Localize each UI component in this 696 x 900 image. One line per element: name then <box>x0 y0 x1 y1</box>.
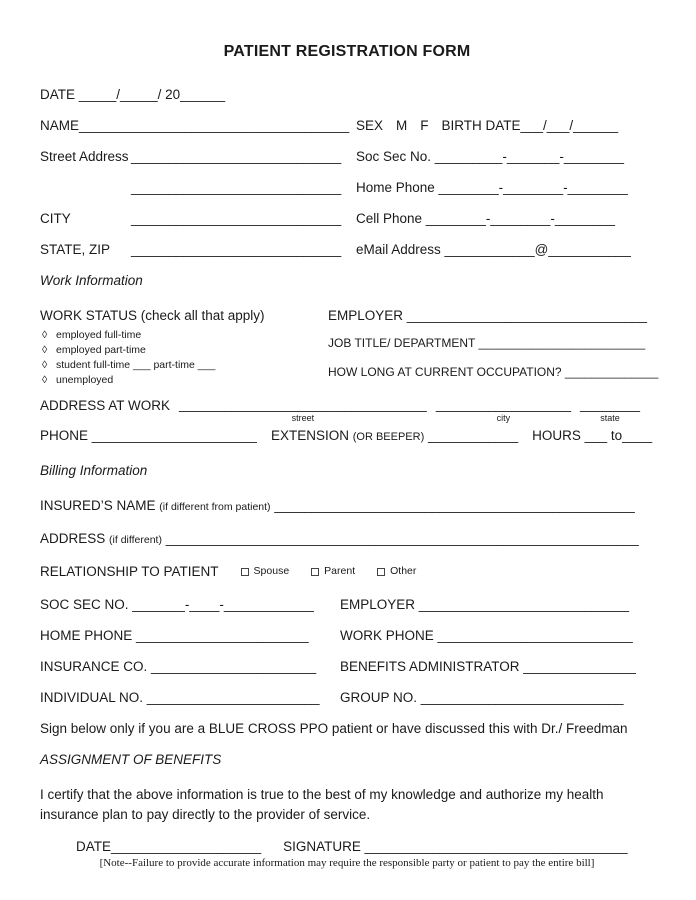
relationship-option-other <box>377 562 416 581</box>
address-at-work-row <box>40 396 654 423</box>
billing-address-blank: _______________________________________________________________ <box>165 531 639 546</box>
state-zip-label: STATE, ZIP <box>40 242 111 257</box>
parent-checkbox[interactable] <box>311 568 319 576</box>
date-signature-row <box>76 837 654 856</box>
sex-birthdate-group <box>356 116 654 135</box>
home-phone-field: Home Phone ________-________-________ <box>356 180 628 195</box>
signature-date-field: DATE____________________ <box>76 839 262 854</box>
individual-no-text: INDIVIDUAL NO. _______________________ <box>40 690 320 705</box>
name-field <box>40 116 356 135</box>
job-title-field: JOB TITLE/ DEPARTMENT _________________________ <box>328 336 646 350</box>
work-street-blank: _________________________________ <box>179 397 427 412</box>
spouse-checkbox[interactable] <box>241 568 249 576</box>
insured-name-label: INSURED’S NAME <box>40 498 156 513</box>
insured-name-row <box>40 496 654 517</box>
cell-phone-field: Cell Phone ________-________-________ <box>356 211 615 226</box>
billing-individual-row <box>40 688 654 707</box>
street-address-blank: ____________________________ <box>131 149 342 164</box>
address-at-work-label: ADDRESS AT WORK <box>40 398 171 413</box>
name-field-blank: NAME____________________________________ <box>40 118 350 133</box>
relationship-option-parent <box>311 562 355 581</box>
group-no-field: GROUP NO. ___________________________ <box>340 690 624 705</box>
other-checkbox[interactable] <box>377 568 385 576</box>
individual-no-field <box>40 688 340 707</box>
billing-insurance-field <box>40 657 340 676</box>
city-field <box>40 209 356 228</box>
street-address2-label <box>40 178 131 197</box>
work-state-field <box>580 396 640 423</box>
sex-option-m: M <box>396 118 408 133</box>
extension-label: EXTENSION <box>270 428 349 443</box>
work-status-option-unemployed <box>40 373 328 388</box>
billing-socsec-text: SOC SEC NO. _______-____-____________ <box>40 597 314 612</box>
work-status-option-student <box>40 358 328 373</box>
diamond-bullet-icon: ◊ <box>42 344 48 356</box>
billing-homephone-field <box>40 626 340 645</box>
other-label: Other <box>390 565 417 577</box>
assignment-of-benefits-heading: ASSIGNMENT OF BENEFITS <box>40 752 222 767</box>
spouse-label: Spouse <box>253 565 290 577</box>
extension-blank: ____________ <box>428 428 519 443</box>
street-address2-row <box>40 178 654 197</box>
billing-address-row <box>40 529 654 550</box>
extension-field <box>271 426 518 447</box>
sign-below-note: Sign below only if you are a BLUE CROSS PPO patient or have discussed this with Dr./ Freedman <box>40 721 628 736</box>
employer-column <box>328 306 658 388</box>
parent-label: Parent <box>324 565 356 577</box>
work-status-block <box>40 306 659 388</box>
billing-insurance-text: INSURANCE CO. ______________________ <box>40 659 317 674</box>
city-label: CITY <box>40 211 71 226</box>
street-address-field <box>40 147 356 166</box>
accuracy-note: [Note--Failure to provide accurate information may require the responsible party or patient to pay the entire bill] <box>99 857 595 869</box>
street-sublabel: street <box>291 413 315 423</box>
beeper-note: (OR BEEPER) <box>352 431 425 443</box>
state-sublabel: state <box>600 413 620 423</box>
insured-name-note: (if different from patient) <box>159 501 271 513</box>
option-label: student full-time ___ part-time ___ <box>56 359 216 371</box>
employer-field: EMPLOYER ________________________________ <box>328 308 648 323</box>
state-zip-row <box>40 240 654 259</box>
billing-information-heading: Billing Information <box>40 463 148 478</box>
billing-socsec-field <box>40 595 340 614</box>
signature-field: SIGNATURE ___________________________________ <box>283 839 628 854</box>
billing-socsec-row <box>40 595 654 614</box>
work-phone-field: PHONE ______________________ <box>40 428 257 443</box>
billing-address-note: (if different) <box>109 534 162 546</box>
option-label: employed part-time <box>56 344 146 356</box>
insured-name-blank: ________________________________________________ <box>274 498 635 513</box>
option-label: employed full-time <box>56 329 142 341</box>
date-field-row: DATE _____/_____/ 20______ <box>40 87 226 102</box>
diamond-bullet-icon: ◊ <box>42 359 48 371</box>
sex-label: SEX <box>356 118 384 133</box>
work-city-field <box>436 396 571 423</box>
city-blank: ____________________________ <box>131 211 342 226</box>
billing-employer-field: EMPLOYER ____________________________ <box>340 597 629 612</box>
occupation-length-field: HOW LONG AT CURRENT OCCUPATION? ______________ <box>328 365 659 379</box>
city-row <box>40 209 654 228</box>
email-field: eMail Address ____________@___________ <box>356 242 631 257</box>
work-status-label: WORK STATUS (check all that apply) <box>40 308 265 323</box>
form-title: PATIENT REGISTRATION FORM <box>223 43 471 60</box>
name-row <box>40 116 654 135</box>
state-zip-field <box>40 240 356 259</box>
billing-homephone-text: HOME PHONE _______________________ <box>40 628 309 643</box>
relationship-label: RELATIONSHIP TO PATIENT <box>40 564 219 579</box>
work-phone-row <box>40 426 654 447</box>
option-label: unemployed <box>56 374 114 386</box>
work-state-blank: ________ <box>579 397 641 412</box>
benefits-administrator-field: BENEFITS ADMINISTRATOR _______________ <box>340 659 636 674</box>
relationship-option-spouse <box>241 562 290 581</box>
street-address-label: Street Address <box>40 149 129 164</box>
diamond-bullet-icon: ◊ <box>42 329 48 341</box>
billing-address-label: ADDRESS <box>40 531 106 546</box>
work-status-column <box>40 306 328 388</box>
soc-sec-field: Soc Sec No. _________-_______-________ <box>356 149 624 164</box>
state-zip-blank: ____________________________ <box>131 242 342 257</box>
work-city-blank: __________________ <box>435 397 571 412</box>
sex-option-f: F <box>420 118 429 133</box>
work-street-field <box>179 396 427 423</box>
billing-homephone-row <box>40 626 654 645</box>
billing-workphone-field: WORK PHONE __________________________ <box>340 628 633 643</box>
work-status-option-employed-part-time <box>40 343 328 358</box>
diamond-bullet-icon: ◊ <box>42 374 48 386</box>
street-address2-blank: ____________________________ <box>131 180 342 195</box>
hours-field: HOURS ___ to____ <box>532 428 653 443</box>
city-sublabel: city <box>496 413 511 423</box>
certification-paragraph: I certify that the above information is true to the best of my knowledge and authorize my health insurance plan to pay directly to the provider of service. <box>40 787 604 822</box>
work-information-heading: Work Information <box>40 273 143 288</box>
birth-date-field: BIRTH DATE___/___/______ <box>441 118 619 133</box>
billing-insurance-row <box>40 657 654 676</box>
street-address2-field <box>40 178 356 197</box>
work-status-option-employed-full-time <box>40 328 328 343</box>
relationship-row <box>40 562 654 581</box>
street-address-row <box>40 147 654 166</box>
